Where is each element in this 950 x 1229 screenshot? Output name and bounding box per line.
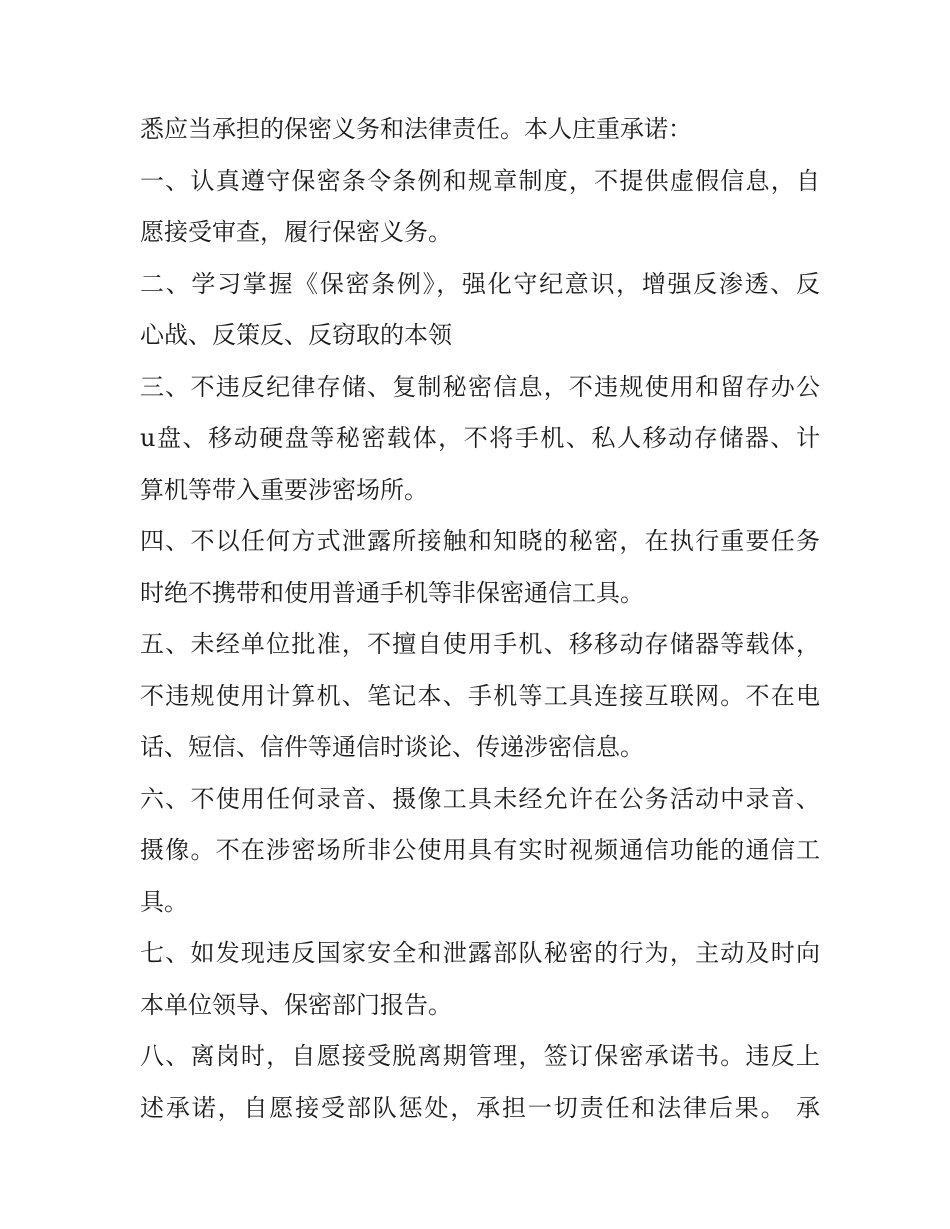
text-line: u盘、移动硬盘等秘密载体，不将手机、私人移动存储器、计	[140, 424, 820, 452]
text-line: 四、不以任何方式泄露所接触和知晓的秘密，在执行重要任务	[140, 527, 820, 555]
text-line: 七、如发现违反国家安全和泄露部队秘密的行为，主动及时向	[140, 939, 820, 967]
text-line: 不违规使用计算机、笔记本、手机等工具连接互联网。不在电	[140, 681, 820, 710]
text-line: 话、短信、信件等通信时谈论、传递涉密信息。	[140, 733, 644, 761]
text-line: 心战、反策反、反窃取的本领	[140, 321, 452, 349]
document-body	[140, 104, 820, 1134]
text-line: 摄像。不在涉密场所非公使用具有实时视频通信功能的通信工	[140, 836, 820, 864]
text-line: 愿接受审查，履行保密义务。	[140, 218, 452, 246]
text-line: 三、不违反纪律存储、复制秘密信息，不违规使用和留存办公	[140, 372, 820, 401]
text-line: 一、认真遵守保密条令条例和规章制度，不提供虚假信息，自	[140, 166, 820, 195]
text-line: 六、不使用任何录音、摄像工具未经允许在公务活动中录音、	[140, 784, 820, 813]
text-line: 算机等带入重要涉密场所。	[140, 475, 428, 504]
text-line: 悉应当承担的保密义务和法律责任。本人庄重承诺：	[140, 115, 692, 143]
text-line: 具。	[140, 887, 188, 916]
text-line: 二、学习掌握《保密条例》，强化守纪意识，增强反渗透、反	[140, 269, 820, 298]
text-line: 述承诺，自愿接受部队惩处，承担一切责任和法律后果。 承	[140, 1093, 820, 1122]
text-line: 本单位领导、保密部门报告。	[140, 990, 452, 1019]
text-line: 五、未经单位批准，不擅自使用手机、移移动存储器等载体，	[140, 630, 820, 658]
text-line: 八、离岗时，自愿接受脱离期管理，签订保密承诺书。违反上	[140, 1042, 820, 1070]
text-line: 时绝不携带和使用普通手机等非保密通信工具。	[140, 578, 644, 607]
